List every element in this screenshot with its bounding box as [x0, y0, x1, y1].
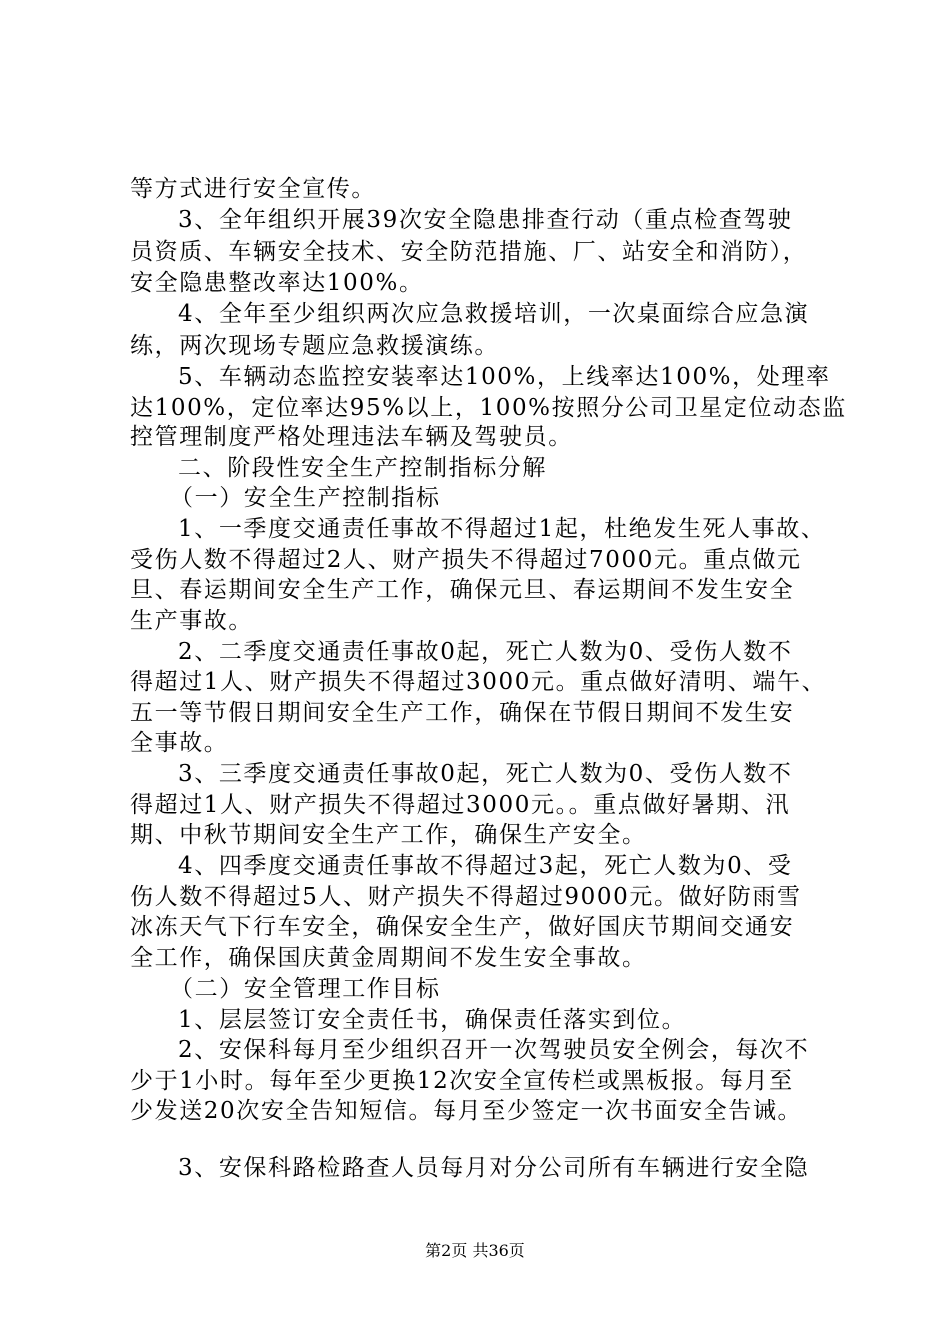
- text-line: 五一等节假日期间安全生产工作，确保在节假日期间不发生安: [130, 700, 795, 726]
- text-line: 控管理制度严格处理违法车辆及驾驶员。: [130, 424, 573, 450]
- text-line: 冰冻天气下行车安全，确保安全生产，做好国庆节期间交通安: [130, 914, 795, 940]
- text-line: 期、中秋节期间安全生产工作，确保生产安全。: [130, 822, 647, 848]
- text-line: 1、一季度交通责任事故不得超过1起，杜绝发生死人事故、: [178, 516, 826, 542]
- text-line: 伤人数不得超过5人、财产损失不得超过9000元。做好防雨雪: [130, 884, 802, 910]
- subsection-heading: （二）安全管理工作目标: [170, 976, 441, 1002]
- text-line: 得超过1人、财产损失不得超过3000元。。重点做好暑期、汛: [130, 792, 791, 818]
- text-line: 得超过1人、财产损失不得超过3000元。重点做好清明、端午、: [130, 669, 827, 695]
- text-line: 安全隐患整改率达100%。: [130, 270, 424, 296]
- text-line: 全工作，确保国庆黄金周期间不发生安全事故。: [130, 945, 647, 971]
- text-line: 5、车辆动态监控安装率达100%，上线率达100%，处理率: [178, 364, 831, 390]
- text-line: 3、全年组织开展39次安全隐患排查行动（重点检查驾驶: [178, 207, 793, 233]
- text-line: 4、四季度交通责任事故不得超过3起，死亡人数为0、受: [178, 853, 793, 879]
- text-line: 2、安保科每月至少组织召开一次驾驶员安全例会，每次不: [178, 1037, 810, 1063]
- text-line: 员资质、车辆安全技术、安全防范措施、厂、站安全和消防），: [130, 239, 808, 265]
- text-line: 1、层层签订安全责任书，确保责任落实到位。: [178, 1007, 687, 1033]
- text-line: 3、三季度交通责任事故0起，死亡人数为0、受伤人数不: [178, 761, 793, 787]
- page-number-footer: 第2页 共36页: [425, 1241, 525, 1260]
- text-line: 旦、春运期间安全生产工作，确保元旦、春运期间不发生安全: [130, 577, 795, 603]
- text-line: 4、全年至少组织两次应急救援培训，一次桌面综合应急演: [178, 301, 810, 327]
- text-line: 少于1小时。每年至少更换12次安全宣传栏或黑板报。每月至: [130, 1068, 794, 1094]
- subsection-heading: （一）安全生产控制指标: [170, 485, 441, 511]
- text-line: 2、二季度交通责任事故0起，死亡人数为0、受伤人数不: [178, 639, 793, 665]
- text-line: 生产事故。: [130, 608, 253, 634]
- text-line: 等方式进行安全宣传。: [130, 176, 376, 202]
- text-line: 达100%，定位率达95%以上，100%按照分公司卫星定位动态监: [130, 395, 847, 421]
- text-line: 少发送20次安全告知短信。每月至少签定一次书面安全告诫。: [130, 1098, 803, 1124]
- text-line: 受伤人数不得超过2人、财产损失不得超过7000元。重点做元: [130, 547, 802, 573]
- text-line: 全事故。: [130, 730, 229, 756]
- text-line: 练，两次现场专题应急救援演练。: [130, 333, 499, 359]
- text-line: 3、安保科路检路查人员每月对分公司所有车辆进行安全隐: [178, 1155, 810, 1181]
- section-heading: 二、阶段性安全生产控制指标分解: [178, 455, 547, 481]
